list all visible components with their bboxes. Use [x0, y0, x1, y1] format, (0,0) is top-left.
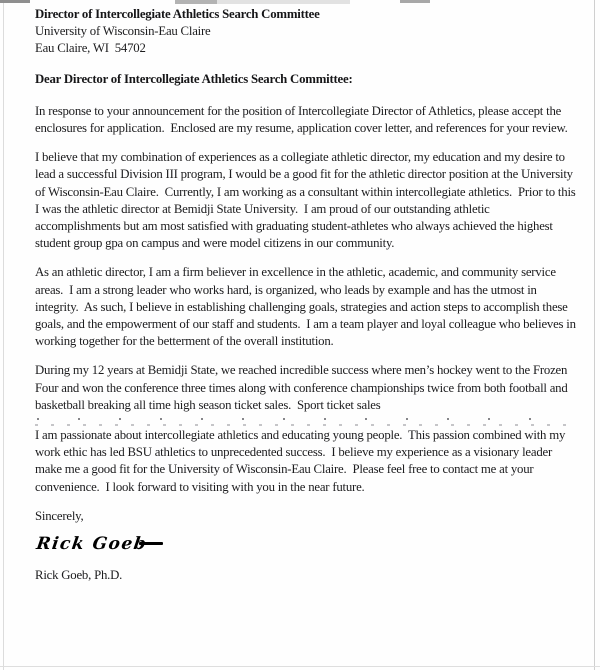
signature-row: [35, 534, 576, 555]
scan-artifact: [0, 0, 30, 3]
salutation: Dear Director of Intercollegiate Athletics Search Committee:: [35, 71, 353, 86]
recipient-name: Director of Intercollegiate Athletics Search Committee: [35, 7, 320, 21]
recipient-city-line: Eau Claire, WI 54702: [35, 41, 146, 56]
clipped-text-remnant: [35, 417, 576, 427]
letter-body: [35, 6, 579, 584]
body-paragraph: As an athletic director, I am a firm believer in excellence in the athletic, academic, and community service areas. I am a strong leader who works hard, is organized, who leads by example and has the utmost in integrity. As such, I believe in establishing challenging goals, strategies and action steps to accomplish these goals, and the empowerment of our staff and students. I am a team player and loyal colleague who believes in working together for the betterment of the overall institution.: [35, 265, 579, 349]
page-bottom-edge: [0, 666, 600, 667]
scan-artifact: [175, 0, 217, 4]
body-paragraph: In response to your announcement for the position of Intercollegiate Director of Athletics, please accept the enclosures for application. Enclosed are my resume, application cover letter, and references for your review.: [35, 103, 568, 136]
clipped-text-specks: [37, 418, 568, 420]
body-paragraph: I am passionate about intercollegiate athletics and educating young people. This passion combined with my work ethic has led BSU athletics to unprecedented success. I believe my experience as a visionary leader make me a good fit for the University of Wisconsin-Eau Claire. Please feel free to contact me at your convenience. I look forward to visiting with you in the near future.: [35, 428, 569, 494]
body-paragraph: During my 12 years at Bemidji State, we reached incredible success where men’s hockey went to the Frozen Four and won the conference three times along with conference championships twice from both football and basketball breaking all time high season ticket sales. Sport ticket sales: [35, 363, 571, 412]
clipped-text-specks: [35, 424, 574, 426]
recipient-university: University of Wisconsin-Eau Claire: [35, 24, 211, 39]
closing: Sincerely,: [35, 508, 84, 523]
page-right-edge: [594, 0, 595, 670]
page-left-edge: [3, 0, 4, 670]
typed-name: Rick Goeb, Ph.D.: [35, 568, 123, 583]
recipient-address-block: [35, 6, 576, 58]
body-paragraph: I believe that my combination of experiences as a collegiate athletic director, my education and my desire to lead a successful Division III program, I would be a good fit for the athletic director position at the University of Wisconsin-Eau Claire. Currently, I am working as a consultant within intercollegiate athletics. Prior to this I was the athletic director at Bemidji State University. I am proud of our outstanding athletic accomplishments but am most satisfied with graduating student-athletes who always achieved the highest student group gpa on campus and were model citizens in our community.: [35, 150, 579, 251]
scan-artifact: [217, 0, 350, 4]
handwritten-signature: Rick Goeb: [35, 534, 149, 555]
scan-artifact: [400, 0, 430, 3]
